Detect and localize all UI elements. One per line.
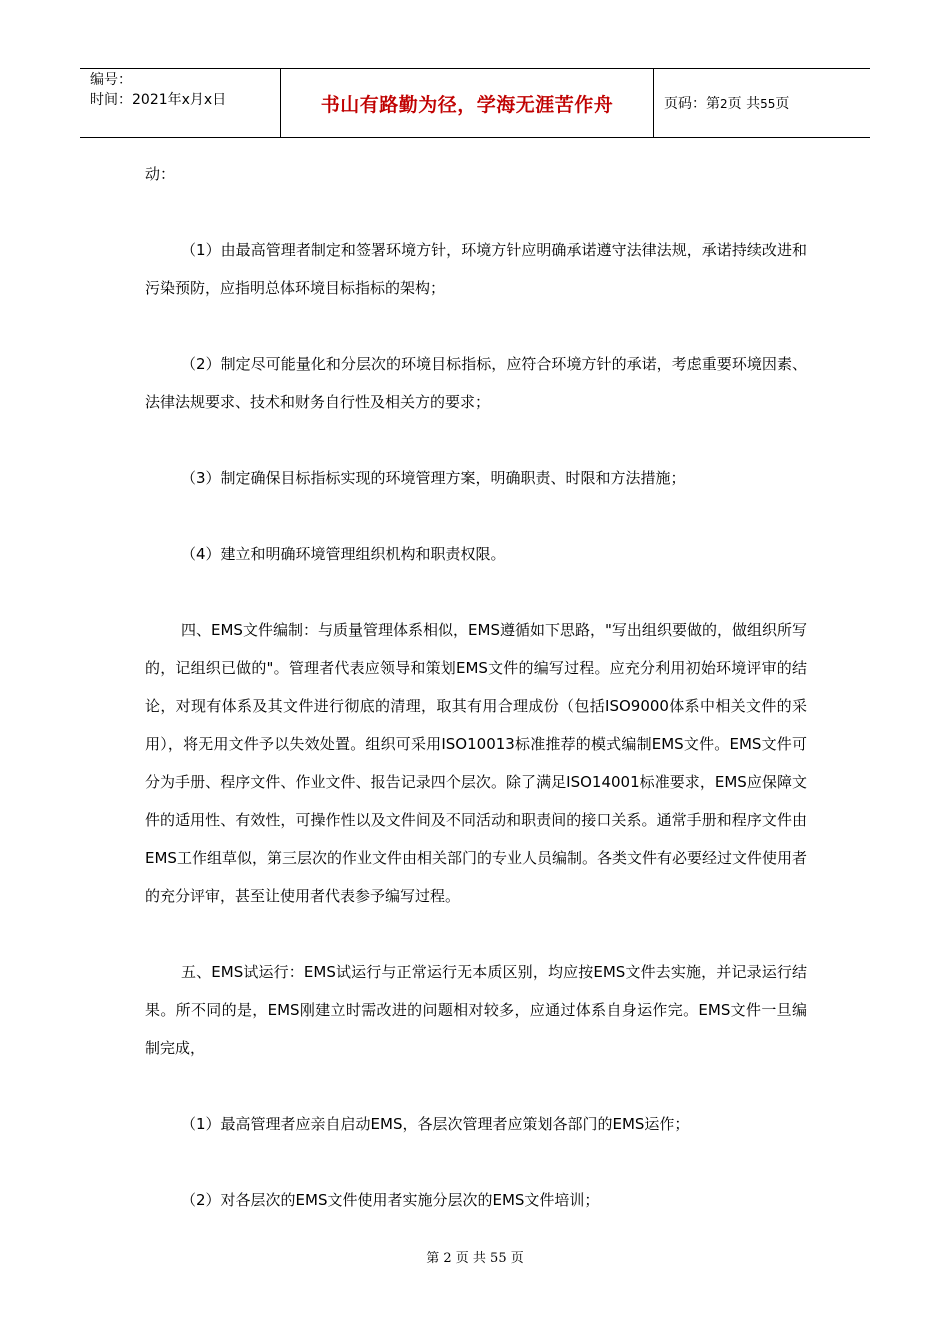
header-info-cell (80, 69, 281, 137)
paragraph-section-5: 五、EMS试运行：EMS试运行与正常运行无本质区别，均应按EMS文件去实施，并记录运行结果。所不同的是，EMS刚建立时需改进的问题相对较多，应通过体系自身运作完。EMS文件一旦编制完成， (145, 963, 807, 1057)
paragraph-item-4: （4）建立和明确环境管理组织机构和职责权限。 (181, 545, 506, 563)
page-total: 55 (760, 97, 776, 111)
header-motto-cell (281, 69, 654, 137)
page-header (80, 68, 870, 138)
page-suffix: 页 (775, 96, 790, 112)
page-number: 2 (720, 97, 728, 111)
header-motto: 书山有路勤为径，学海无涯苦作舟 (320, 93, 614, 116)
paragraph-continuation: 动： (145, 165, 176, 183)
document-body (145, 155, 807, 1219)
page-footer: 第 2 页 共 55 页 (426, 1251, 524, 1266)
header-page-cell (654, 69, 870, 137)
header-page-info (654, 93, 789, 113)
document-date: 时间：2021年x月x日 (90, 92, 227, 108)
paragraph-step-2: （2）对各层次的EMS文件使用者实施分层次的EMS文件培训； (181, 1191, 600, 1209)
paragraph-section-4: 四、EMS文件编制：与质量管理体系相似，EMS遵循如下思路，"写出组织要做的，做组织所写的，记组织已做的"。管理者代表应领导和策划EMS文件的编写过程。应充分利用初始环境评审的结论，对现有体系及其文件进行彻底的清理，取其有用合理成份（包括ISO9000体系中相关文件的采用），将无用文件予以失效处置。组织可采用ISO10013标准推荐的模式编制EMS文件。EMS文件可分为手册、程序文件、作业文件、报告记录四个层次。除了满足ISO14001标准要求，EMS应保障文件的适用性、有效性，可操作性以及文件间及不同活动和职责间的接口关系。通常手册和程序文件由EMS工作组草似，第三层次的作业文件由相关部门的专业人员编制。各类文件有必要经过文件使用者的充分评审，甚至让使用者代表参予编写过程。 (145, 621, 807, 905)
paragraph-step-1: （1）最高管理者应亲自启动EMS，各层次管理者应策划各部门的EMS运作； (181, 1115, 690, 1133)
page-prefix: 页码：第 (664, 96, 720, 112)
paragraph-item-2: （2）制定尽可能量化和分层次的环境目标指标，应符合环境方针的承诺，考虑重要环境因素、法律法规要求、技术和财务自行性及相关方的要求； (145, 355, 807, 411)
document-number-label: 编号： (90, 72, 132, 88)
paragraph-item-1: （1）由最高管理者制定和签署环境方针，环境方针应明确承诺遵守法律法规，承诺持续改进和污染预防，应指明总体环境目标指标的架构； (145, 241, 807, 297)
paragraph-item-3: （3）制定确保目标指标实现的环境管理方案，明确职责、时限和方法措施； (181, 469, 686, 487)
page-mid: 页 共 (727, 96, 761, 112)
